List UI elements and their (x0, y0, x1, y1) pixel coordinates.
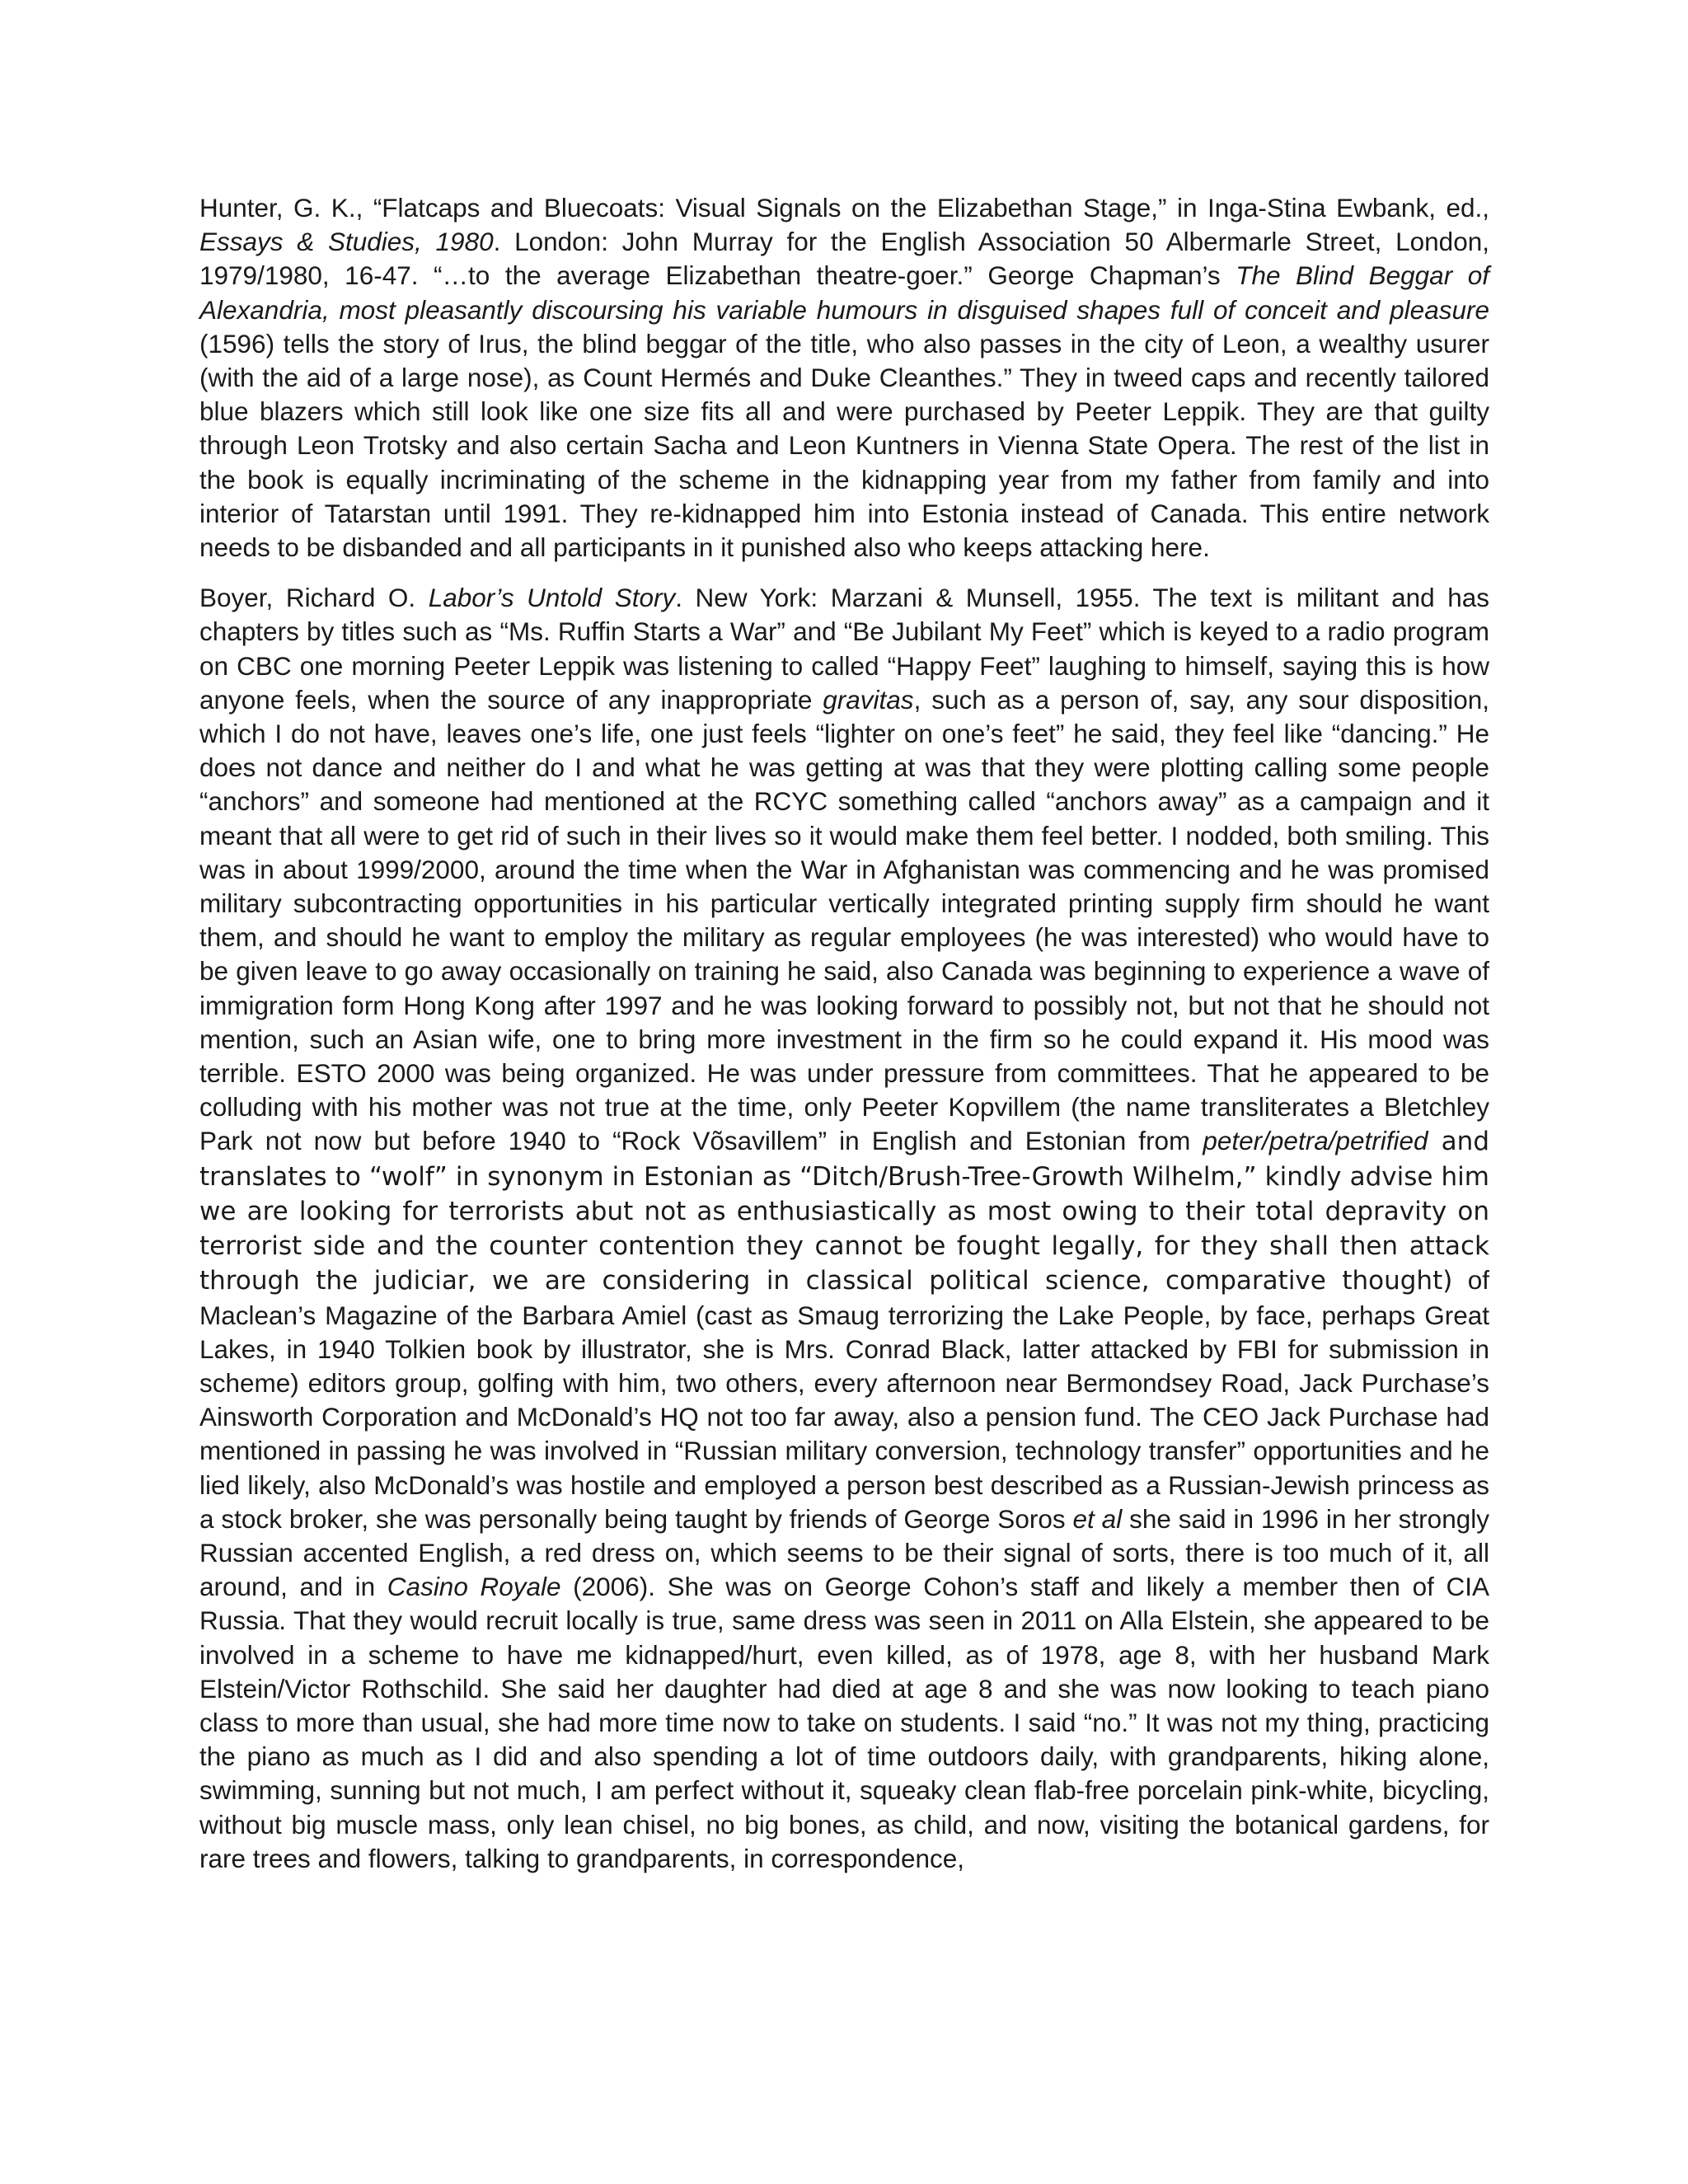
entry-text-segment: she said in 1996 in her strongly Russian accented English, a red dress on, which seems to be their signal of sorts, there is too much of it, all around, and in (199, 1503, 1489, 1602)
bibliography-text (199, 191, 1489, 1876)
entry-text-segment: Boyer, Richard O. (199, 583, 429, 613)
entry-text-segment: (2006). She was on George Cohon’s staff and likely a member then of CIA Russia. That they would recruit locally is true, same dress was seen in 2011 on Alla Elstein, she appeared to be involved in a scheme to have me kidnapped/hurt, even killed, as of 1978, age 8, with her husband Mark Elstein/Victor Rothschild. She said her daughter had died at age 8 and she was now looking to teach piano class to more than usual, she had more time now to take on students. I said “no.” It was not my thing, practicing the piano as much as I did and also spending a lot of time outdoors daily, with grandparents, hiking alone, swimming, sunning but not much, I am perfect without it, squeaky clean flab-free porcelain pink-white, bicycling, without big muscle mass, only lean chisel, no big bones, as child, and now, visiting the botanical gardens, for rare trees and flowers, talking to grandparents, in correspondence, (199, 1572, 1489, 1873)
film-title-casino-royale: Casino Royale (387, 1572, 561, 1602)
bibliography-entry-hunter (199, 191, 1489, 565)
term-peter-petra-petrified: peter/petra/petrified (1203, 1126, 1428, 1156)
bibliography-entry-boyer (199, 581, 1489, 1876)
book-title-essays-studies: Essays & Studies, 1980 (199, 227, 494, 257)
book-title-labors-untold-story: Labor’s Untold Story (428, 583, 676, 613)
entry-text-segment: . New York: Marzani & Munsell, 1955. The text is militant and has chapters by titles such as “Ms. Ruffin Starts a War” and “Be Jubilant My Feet” which is keyed to a radio program on CBC one morning Peeter Leppik was listening to called “Happy Feet” laughing to himself, saying this is how anyone feels, when the source of any inappropriate (199, 583, 1489, 715)
entry-text-segment: Hunter, G. K., “Flatcaps and Bluecoats: Visual Signals on the Elizabethan Stage,” in Inga-Stina Ewbank, ed., (199, 193, 1489, 223)
book-title-blind-beggar: The Blind Beggar of Alexandria, most pleasantly discoursing his variable humours in disguised shapes full of conceit and pleasure (199, 260, 1489, 325)
entry-text-segment: . London: John Murray for the English Association 50 Albermarle Street, London, 1979/1980, 16-47. “…to the average Elizabethan theatre-goer.” George Chapman’s (199, 227, 1489, 291)
term-gravitas: gravitas (823, 684, 914, 715)
entry-text-segment: (1596) tells the story of Irus, the blind beggar of the title, who also passes in the city of Leon, a wealthy usurer (with the aid of a large nose), as Count Hermés and Duke Cleanthes.” They in tweed caps and recently tailored blue blazers which still look like one size fits all and were purchased by Peeter Leppik. They are that guilty through Leon Trotsky and also certain Sacha and Leon Kuntners in Vienna State Opera. The rest of the list in the book is equally incriminating of the scheme in the kidnapping year from my father from family and into interior of Tatarstan until 1991. They re-kidnapped him into Estonia instead of Canada. This entire network needs to be disbanded and all participants in it punished also who keeps attacking here. (199, 328, 1489, 563)
term-et-al: et al (1072, 1503, 1123, 1534)
entry-text-segment-alt-font: and translates to “wolf” in synonym in Estonian as “Ditch/Brush-Tree-Growth Wilhelm,” kindly advise him we are looking for terrorists abut not as enthusiastically as most owing to their total depravity on terrorist side and the counter contention they cannot be fought legally, for they shall then attack through the judiciar, we are considering in classical political science, comparative thought) (199, 1127, 1489, 1296)
entry-text-segment: , such as a person of, say, any sour disposition, which I do not have, leaves one’s life, one just feels “lighter on one’s feet” he said, they feel like “dancing.” He does not dance and neither do I and what he was getting at was that they were plotting calling some people “anchors” and someone had mentioned at the RCYC something called “anchors away” as a campaign and it meant that all were to get rid of such in their lives so it would make them feel better. I nodded, both smiling. This was in about 1999/2000, around the time when the War in Afghanistan was commencing and he was promised military subcontracting opportunities in his particular vertically integrated printing supply firm should he want them, and should he want to employ the military as regular employees (he was interested) who would have to be given leave to go away occasionally on training he said, also Canada was beginning to experience a wave of immigration form Hong Kong after 1997 and he was looking forward to possibly not, but not that he should not mention, such an Asian wife, one to bring more investment in the firm so he could expand it. His mood was terrible. ESTO 2000 was being organized. He was under pressure from committees. That he appeared to be colluding with his mother was not true at the time, only Peeter Kopvillem (the name transliterates a Bletchley Park not now but before 1940 to “Rock Võsavillem” in English and Estonian from (199, 684, 1489, 1156)
entry-text-segment: of Maclean’s Magazine of the Barbara Amiel (cast as Smaug terrorizing the Lake People, by face, perhaps Great Lakes, in 1940 Tolkien book by illustrator, she is Mrs. Conrad Black, latter attacked by FBI for submission in scheme) editors group, golfing with him, two others, every afternoon near Bermondsey Road, Jack Purchase’s Ainsworth Corporation and McDonald’s HQ not too far away, also a pension fund. The CEO Jack Purchase had mentioned in passing he was involved in “Russian military conversion, technology transfer” opportunities and he lied likely, also McDonald’s was hostile and employed a person best described as a Russian-Jewish princess as a stock broker, she was personally being taught by friends of George Soros (199, 1265, 1489, 1534)
